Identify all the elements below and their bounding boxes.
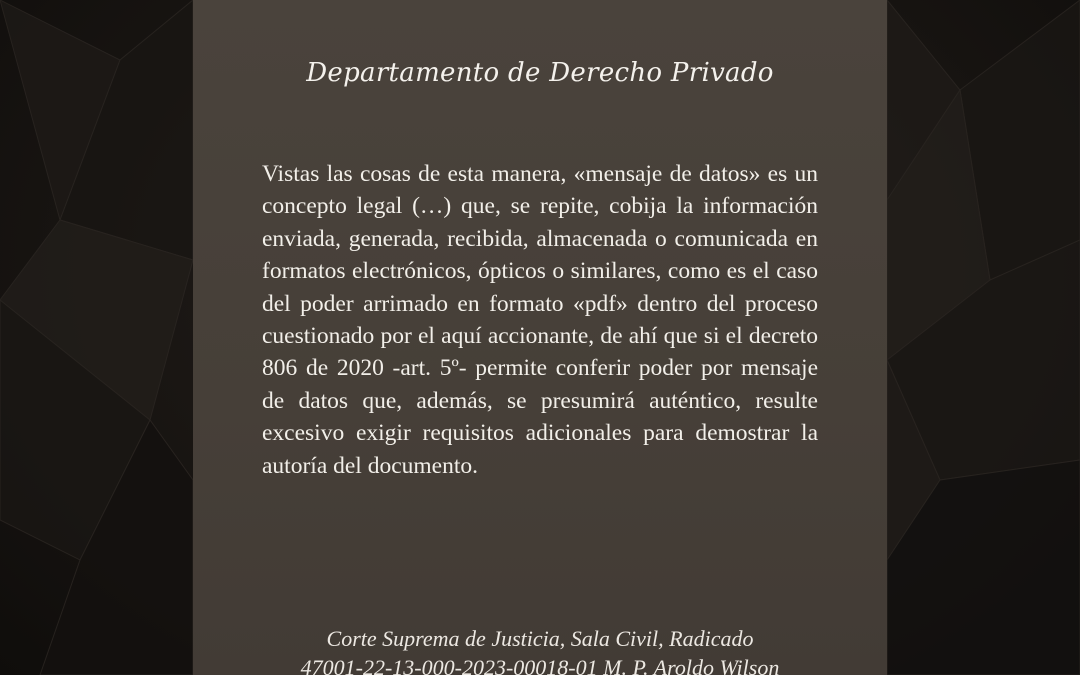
quote-panel [193, 0, 887, 675]
source-citation [193, 624, 887, 675]
source-line-1: Corte Suprema de Justicia, Sala Civil, Radicado [326, 626, 754, 651]
quote-text: Vistas las cosas de esta manera, «mensaje de datos» es un concepto legal (…) que, se repite, cobija la información enviada, generada, recibida, almacenada o comunicada en formatos electrónicos, ópticos o similares, como es el caso del poder arrimado en formato «pdf» dentro del proceso cuestionado por el aquí accionante, de ahí que si el decreto 806 de 2020 -art. 5º- permite conferir poder por mensaje de datos que, además, se presumirá auténtico, resulte excesivo exigir requisitos adicionales para demostrar la autoría del documento. [262, 161, 818, 479]
source-line-2: 47001-22-13-000-2023-00018-01 M. P. Aroldo Wilson [300, 655, 780, 675]
department-heading: Departamento de Derecho Privado [306, 58, 774, 88]
